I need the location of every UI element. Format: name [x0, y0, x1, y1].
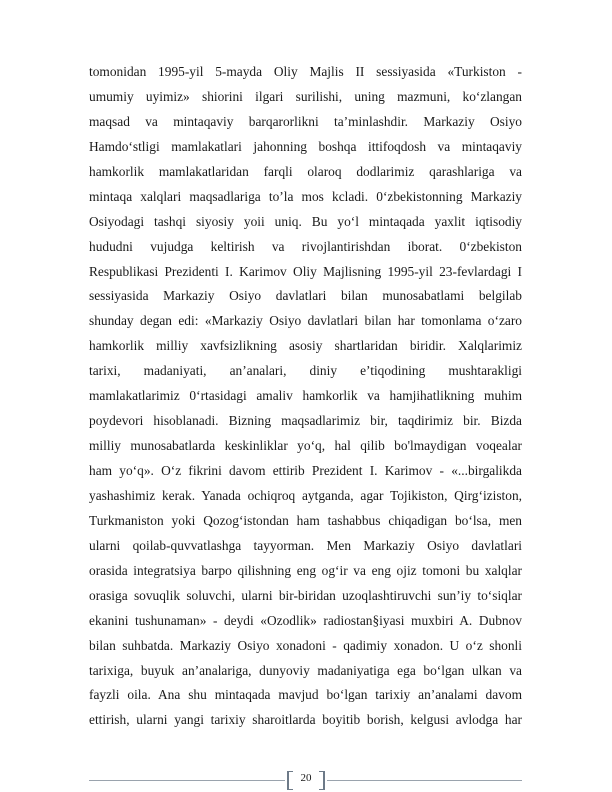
text-line: Respublikasi Prezidenti I. Karimov Oliy Majlisning 1995-yil 23-fevlardagi I: [89, 263, 522, 279]
text-line: sessiyasida Markaziy Osiyo davlatlari bilan munosabatlami belgilab: [89, 288, 522, 304]
text-line: mintaqa xalqlari maqsadlariga to’la mos kcladi. 0‘zbekistonning Markaziy: [89, 188, 522, 204]
text-line: hududni vujudga keltirish va rivojlantirishdan iborat. 0‘zbekiston: [89, 238, 522, 254]
text-line: hamkorlik milliy xavfsizlikning asosiy shartlaridan biridir. Xalqlarimiz: [89, 338, 522, 354]
text-line: poydevori hisoblanadi. Bizning maqsadlarimiz bir, taqdirimiz bir. Bizda: [89, 413, 522, 429]
text-line: tarixi, madaniyati, an’analari, diniy e’tiqodining mushtarakligi: [89, 363, 522, 379]
text-line: orasiga sovuqlik soluvchi, ularni bir-biridan uzoqlashtiruvchi sun’iy to‘siqlar: [89, 587, 522, 603]
page-number-bracket-close: [319, 771, 325, 790]
body-text: [89, 60, 522, 733]
text-line: Osiyodagi tashqi siyosiy yoii uniq. Bu yo‘l mintaqada yaxlit iqtisodiy: [89, 213, 522, 229]
page-number: 20: [300, 772, 312, 784]
text-line: yashashimiz kerak. Yanada ochiqroq aytganda, agar Tojikiston, Qirg‘iziston,: [89, 487, 522, 503]
text-line: hamkorlik mamlakatlaridan farqli olaroq dodlarimiz qarashlariga va: [89, 163, 522, 179]
page-number-bracket-open: [287, 771, 293, 790]
text-line: mamlakatlarimiz 0‘rtasidagi amaliv hamkorlik va hamjihatlikning muhim: [89, 388, 522, 404]
text-line: Hamdo‘stligi mamlakatlari jahonning boshqa ittifoqdosh va mintaqaviy: [89, 138, 522, 154]
text-line: umumiy uyimiz» shiorini ilgari surilishi, uning mazmuni, ko‘zlangan: [89, 88, 522, 104]
footer-rule-right: [327, 780, 522, 781]
text-line: maqsad va mintaqaviy barqarorlikni ta’minlashdir. Markaziy Osiyo: [89, 113, 522, 129]
text-line: ularni qoilab-quvvatlashga tayyorman. Men Markaziy Osiyo davlatlari: [89, 537, 522, 553]
text-line: ettirish, ularni yangi tarixiy sharoitlarda boyitib borish, kelgusi avlodga har: [89, 712, 522, 728]
text-line: fayzli oila. Ana shu mintaqada mavjud bo‘lgan tarixiy an’analami davom: [89, 687, 522, 703]
text-line: shunday degan edi: «Markaziy Osiyo davlatlari bilan har tomonlama o‘zaro: [89, 313, 522, 329]
text-line: tarixiga, buyuk an’analariga, dunyoviy madaniyatiga ega bo‘lgan ulkan va: [89, 662, 522, 678]
text-line: tomonidan 1995-yil 5-mayda Oliy Majlis II sessiyasida «Turkiston -: [89, 64, 522, 79]
text-line: ekanini tushunaman» - deydi «Ozodlik» radiostan§iyasi muxbiri A. Dubnov: [89, 612, 522, 628]
text-line: milliy munosabatlarda keskinliklar yo‘q, hal qilib bo'lmaydigan voqealar: [89, 438, 522, 454]
text-line: bilan suhbatda. Markaziy Osiyo xonadoni - qadimiy xonadon. U o‘z shonli: [89, 637, 522, 653]
text-line: orasida integratsiya barpo qilishning eng og‘ir va eng ojiz tomoni bu xalqlar: [89, 562, 522, 578]
text-line: ham yo‘q». O‘z fikrini davom ettirib Prezident I. Karimov - «...birgalikda: [89, 463, 522, 478]
text-line: Turkmaniston yoki Qozog‘istondan ham tashabbus chiqadigan bo‘lsa, men: [89, 512, 522, 528]
page-footer: [89, 769, 522, 791]
footer-rule-left: [89, 780, 285, 781]
